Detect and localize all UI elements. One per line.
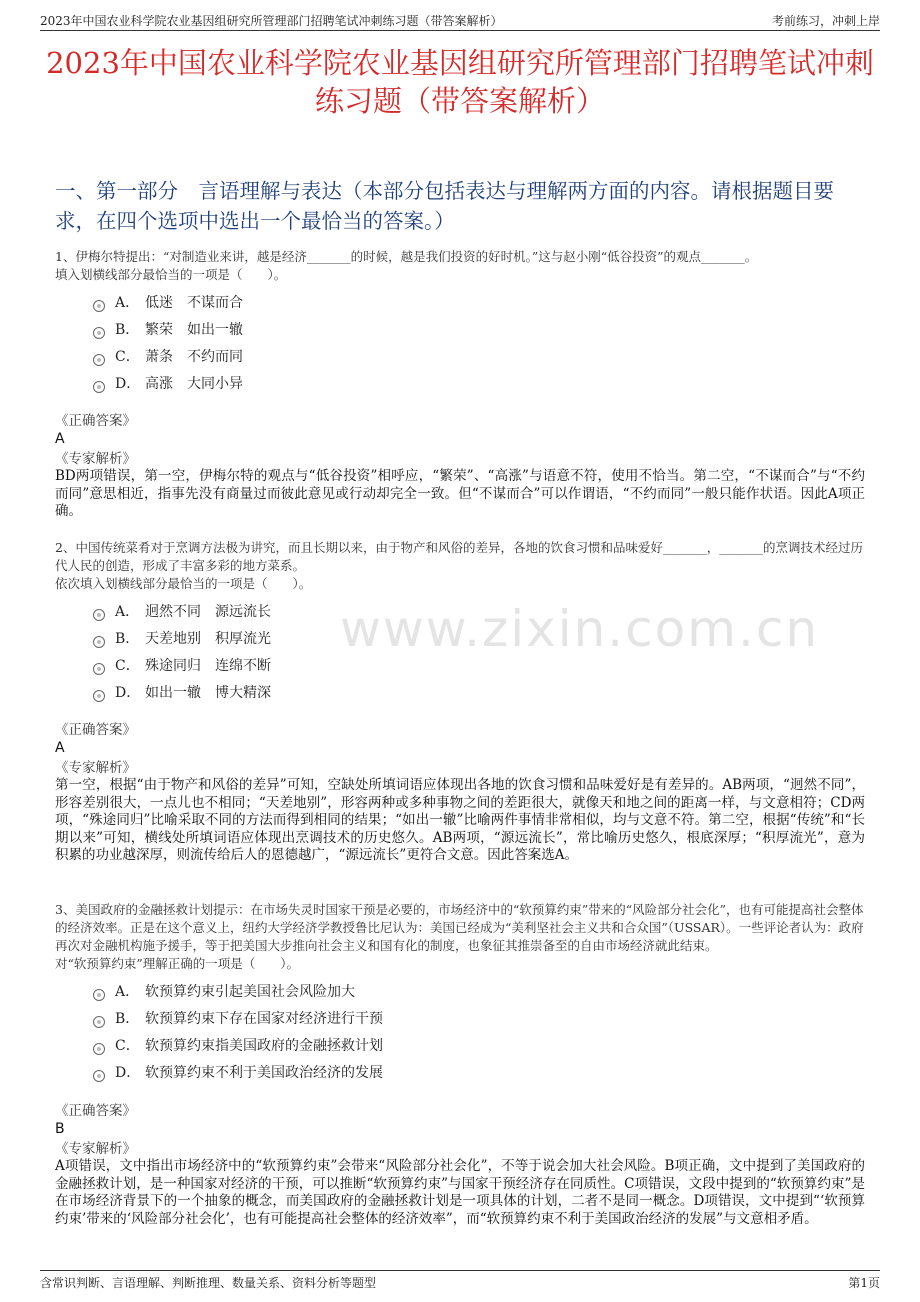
question-stem: 3、美国政府的金融拯救计划提示：在市场失灵时国家干预是必要的，市场经济中的“软预算约束”带来的“风险部分社会化”，也有可能提高社会整体的经济效率。正是在这个意义上，纽约大学经济学教授鲁比尼认为：美国已经成为“美利坚社会主义共和合众国”（USSAR）。一些评论者认为：政府再次对金融机构施予援手，等于把美国大步推向社会主义和国有化的制度，也象征其推崇备至的自由市场经济就此结束。 — [55, 902, 864, 953]
answer-label: 《正确答案》 — [55, 1103, 136, 1119]
option-b[interactable]: B． 软预算约束下存在国家对经济进行干预 — [93, 1006, 865, 1033]
page-header — [40, 10, 880, 31]
answer-block-1 — [55, 412, 865, 521]
option-list — [93, 599, 865, 707]
header-slogan: 考前练习，冲刺上岸 — [771, 14, 880, 28]
option-a[interactable]: A． 软预算约束引起美国社会风险加大 — [93, 979, 865, 1006]
answer-block-2 — [55, 721, 865, 865]
correct-answer: B — [55, 1121, 65, 1137]
expert-analysis: BD两项错误，第一空，伊梅尔特的观点与“低谷投资”相呼应，“繁荣”、“高涨”与语意不符，使用不恰当。第二空，“不谋而合”与“不约而同”意思相近，指事先没有商量过而彼此意见或行动却完全一致。但“不谋而合”可以作谓语，“不约而同”一般只能作状语。因此A项正确。 — [55, 468, 865, 519]
analysis-label: 《专家解析》 — [55, 1141, 136, 1157]
footer-description: 含常识判断、言语理解、判断推理、数量关系、资料分析等题型 — [40, 1276, 377, 1290]
radio-icon[interactable] — [93, 381, 105, 393]
question-3 — [55, 901, 865, 1087]
watermark: www.zixin.com.cn — [340, 600, 820, 658]
header-doc-title: 2023年中国农业科学院农业基因组研究所管理部门招聘笔试冲刺练习题（带答案解析） — [40, 14, 503, 28]
answer-block-3 — [55, 1102, 865, 1228]
document-title: 2023年中国农业科学院农业基因组研究所管理部门招聘笔试冲刺练习题（带答案解析） — [46, 46, 874, 118]
question-stem: 2、中国传统菜肴对于烹调方法极为讲究，而且长期以来，由于物产和风俗的差异，各地的饮食习惯和品味爱好_______，_______的烹调技术经过历代人民的创造，形成了丰富多彩的地方菜系。 — [55, 540, 863, 573]
option-d[interactable]: D． 软预算约束不利于美国政治经济的发展 — [93, 1060, 865, 1087]
radio-icon[interactable] — [93, 1070, 105, 1082]
correct-answer: A — [55, 740, 65, 756]
radio-icon[interactable] — [93, 636, 105, 648]
option-b[interactable]: B． 繁荣 如出一辙 — [93, 317, 865, 344]
section-heading: 一、第一部分 言语理解与表达（本部分包括表达与理解两方面的内容。请根据题目要求，在四个选项中选出一个最恰当的答案。） — [55, 179, 834, 233]
question-prompt: 对“软预算约束”理解正确的一项是（ ）。 — [55, 956, 300, 971]
radio-icon[interactable] — [93, 327, 105, 339]
radio-icon[interactable] — [93, 690, 105, 702]
question-1 — [55, 248, 865, 398]
option-list — [93, 979, 865, 1087]
question-stem: 1、伊梅尔特提出：“对制造业来讲，越是经济_______的时候，越是我们投资的好时机。”这与赵小刚“低谷投资”的观点_______。 — [55, 249, 758, 264]
analysis-label: 《专家解析》 — [55, 760, 136, 776]
question-2 — [55, 539, 865, 707]
answer-label: 《正确答案》 — [55, 413, 136, 429]
option-c[interactable]: C． 萧条 不约而同 — [93, 344, 865, 371]
option-c[interactable]: C． 殊途同归 连绵不断 — [93, 653, 865, 680]
page-footer — [40, 1270, 880, 1290]
radio-icon[interactable] — [93, 989, 105, 1001]
option-list — [93, 290, 865, 398]
option-b[interactable]: B． 天差地别 积厚流光 — [93, 626, 865, 653]
radio-icon[interactable] — [93, 1043, 105, 1055]
answer-label: 《正确答案》 — [55, 722, 136, 738]
option-d[interactable]: D． 如出一辙 博大精深 — [93, 680, 865, 707]
correct-answer: A — [55, 431, 65, 447]
question-prompt: 填入划横线部分最恰当的一项是（ ）。 — [55, 267, 287, 282]
question-prompt: 依次填入划横线部分最恰当的一项是（ ）。 — [55, 576, 312, 591]
option-a[interactable]: A． 低迷 不谋而合 — [93, 290, 865, 317]
option-c[interactable]: C． 软预算约束指美国政府的金融拯救计划 — [93, 1033, 865, 1060]
page-number: 第1页 — [848, 1276, 880, 1290]
radio-icon[interactable] — [93, 300, 105, 312]
option-a[interactable]: A． 迥然不同 源远流长 — [93, 599, 865, 626]
expert-analysis: 第一空，根据“由于物产和风俗的差异”可知，空缺处所填词语应体现出各地的饮食习惯和品味爱好是有差异的。AB两项，“迥然不同”，形容差别很大，一点儿也不相同；“天差地别”，形容两种或多种事物之间的差距很大，就像天和地之间的距离一样，与文意相符；CD两项，“殊途同归”比喻采取不同的方法而得到相同的结果；“如出一辙”比喻两件事情非常相似，均与文意不符。第二空，根据“传统”和“长期以来”可知，横线处所填词语应体现出烹调技术的历史悠久。AB两项，“源远流长”，常比喻历史悠久，根底深厚；“积厚流光”，意为积累的功业越深厚，则流传给后人的恩德越广，“源远流长”更符合文意。因此答案选A。 — [55, 777, 865, 863]
radio-icon[interactable] — [93, 609, 105, 621]
radio-icon[interactable] — [93, 663, 105, 675]
expert-analysis: A项错误，文中指出市场经济中的“软预算约束”会带来“风险部分社会化”，不等于说会加大社会风险。B项正确，文中提到了美国政府的金融拯救计划，是一种国家对经济的干预，可以推断“软预算约束”与国家干预经济存在同质性。C项错误，文段中提到的“软预算约束”是在市场经济背景下的一个抽象的概念，而美国政府的金融拯救计划是一项具体的计划，二者不是同一概念。D项错误，文中提到“‘软预算约束’带来的‘风险部分社会化’，也有可能提高社会整体的经济效率”，而“软预算约束不利于美国政治经济的发展”与文意相矛盾。 — [55, 1158, 865, 1227]
option-d[interactable]: D． 高涨 大同小异 — [93, 371, 865, 398]
radio-icon[interactable] — [93, 1016, 105, 1028]
analysis-label: 《专家解析》 — [55, 451, 136, 467]
radio-icon[interactable] — [93, 354, 105, 366]
